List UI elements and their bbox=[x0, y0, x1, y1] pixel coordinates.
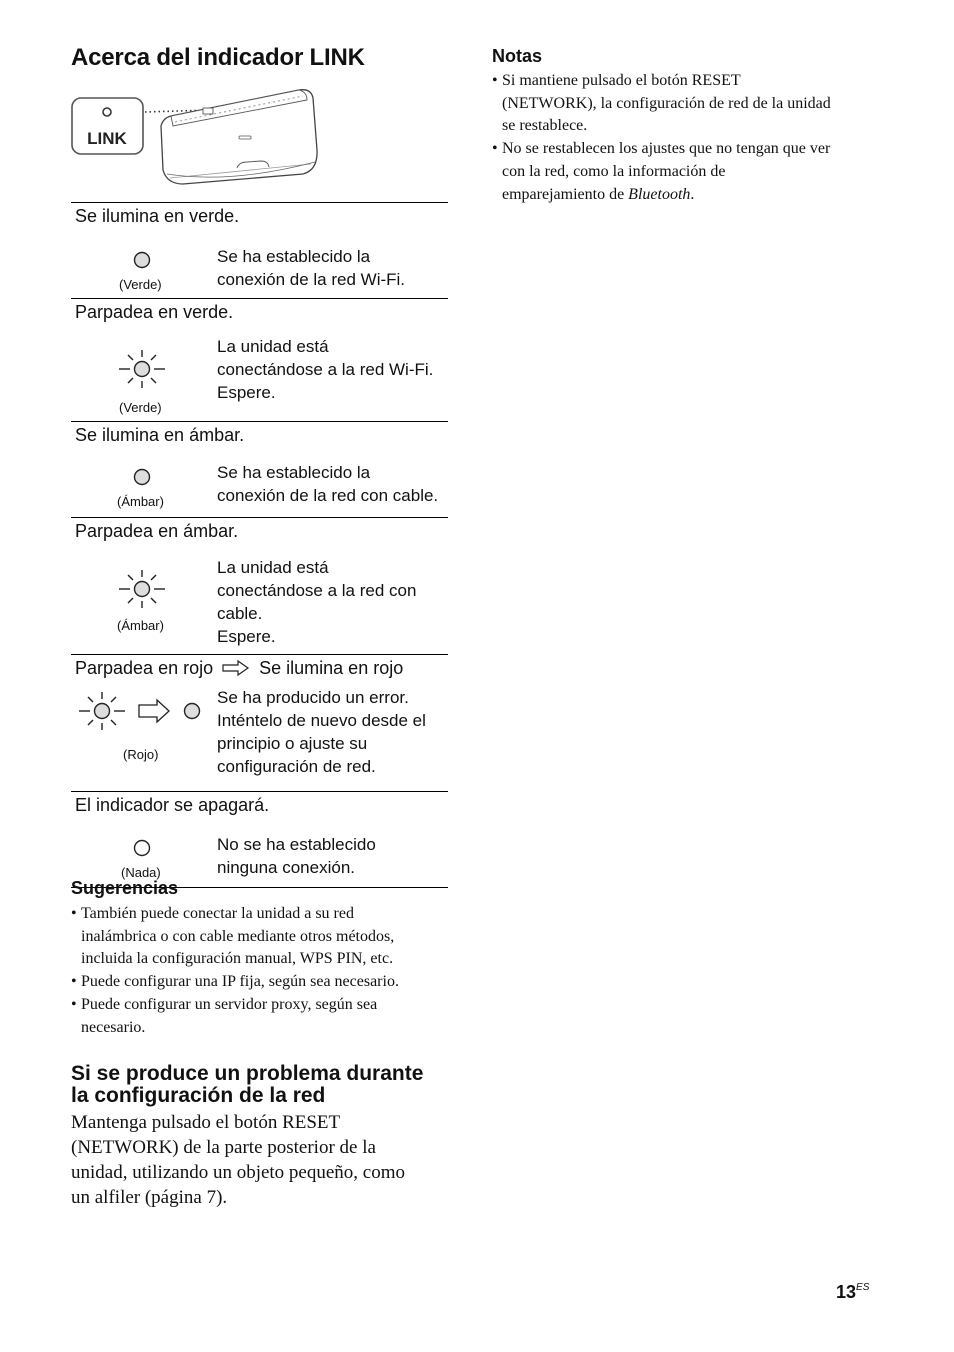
row-heading-part: Parpadea en rojo bbox=[75, 658, 214, 678]
body-line: (NETWORK) de la parte posterior de la bbox=[71, 1137, 376, 1158]
indicator-row-green-blinking bbox=[71, 298, 448, 421]
indicator-row-red bbox=[71, 654, 448, 791]
desc-line: No se ha establecido bbox=[217, 835, 376, 854]
tip-line: • Puede configurar una IP fija, según sea necesario. bbox=[81, 973, 399, 991]
desc-line: conexión de la red con cable. bbox=[217, 486, 439, 505]
indicator-row-green-steady bbox=[71, 202, 448, 298]
tip-item bbox=[71, 971, 461, 994]
desc-line: Espere. bbox=[217, 383, 276, 402]
desc-line: La unidad está bbox=[217, 558, 329, 577]
note-line bbox=[502, 184, 884, 207]
desc-line: principio o ajuste su bbox=[217, 734, 368, 753]
tip-item bbox=[71, 903, 461, 971]
page-number bbox=[836, 1282, 869, 1303]
note-line: se restablece. bbox=[502, 117, 588, 135]
notes-list bbox=[492, 70, 884, 206]
heading-line: Si se produce un problema durante bbox=[71, 1062, 424, 1085]
note-line: • No se restablecen los ajustes que no tengan que ver bbox=[502, 140, 831, 158]
note-text: . bbox=[690, 185, 695, 203]
desc-line: Se ha establecido la bbox=[217, 463, 371, 482]
desc-line: Se ha establecido la bbox=[217, 247, 371, 266]
led-color-caption: (Ámbar) bbox=[117, 618, 164, 633]
tip-line: • También puede conectar la unidad a su red bbox=[81, 905, 354, 922]
body-line: unidad, utilizando un objeto pequeño, como bbox=[71, 1162, 406, 1183]
led-color-caption: (Verde) bbox=[119, 400, 162, 415]
tip-line: inalámbrica o con cable mediante otros métodos, bbox=[81, 927, 395, 945]
desc-line: conectándose a la red Wi-Fi. bbox=[217, 360, 434, 379]
tips-heading: Sugerencias bbox=[71, 878, 179, 898]
tip-line: incluida la configuración manual, WPS PIN, etc. bbox=[81, 950, 394, 968]
desc-line: Se ha producido un error. bbox=[217, 688, 409, 707]
indicator-row-amber-blinking bbox=[71, 517, 448, 654]
desc-line: ninguna conexión. bbox=[217, 858, 356, 877]
note-item bbox=[492, 138, 884, 206]
row-heading bbox=[71, 655, 448, 683]
row-heading: El indicador se apagará. bbox=[75, 795, 270, 815]
page-number-value: 13 bbox=[836, 1282, 857, 1302]
desc-line: conexión de la red Wi-Fi. bbox=[217, 270, 406, 289]
desc-line: La unidad está bbox=[217, 337, 329, 356]
heading-line: la configuración de la red bbox=[71, 1084, 326, 1107]
arrow-right-icon bbox=[222, 660, 250, 676]
desc-line: Espere. bbox=[217, 627, 276, 646]
led-color-caption: (Nada) bbox=[121, 865, 161, 880]
page-language-suffix: ES bbox=[856, 1282, 870, 1293]
problem-section-heading bbox=[71, 1063, 451, 1107]
page-title: Acerca del indicador LINK bbox=[71, 44, 365, 71]
speaker-device-illustration bbox=[71, 88, 331, 188]
desc-line: configuración de red. bbox=[217, 757, 376, 776]
led-blink-then-on-icon bbox=[71, 683, 211, 791]
tip-line: • Puede configurar un servidor proxy, según sea bbox=[81, 995, 378, 1013]
link-label: LINK bbox=[87, 129, 127, 148]
body-line: un alfiler (página 7). bbox=[71, 1187, 228, 1208]
note-item bbox=[492, 70, 884, 138]
row-heading-part: Se ilumina en rojo bbox=[259, 658, 404, 678]
row-heading: Parpadea en verde. bbox=[75, 302, 234, 322]
led-color-caption: (Verde) bbox=[119, 277, 162, 292]
note-italic-term: Bluetooth bbox=[628, 185, 691, 203]
led-color-caption: (Rojo) bbox=[123, 747, 159, 762]
note-line: (NETWORK), la configuración de red de la unidad bbox=[502, 94, 831, 112]
indicator-row-amber-steady bbox=[71, 421, 448, 517]
link-indicator-table bbox=[71, 202, 448, 888]
body-line: Mantenga pulsado el botón RESET bbox=[71, 1112, 341, 1133]
tip-item bbox=[71, 994, 461, 1039]
desc-line: cable. bbox=[217, 604, 263, 623]
problem-section-body bbox=[71, 1110, 451, 1210]
indicator-row-off bbox=[71, 791, 448, 888]
note-line: • Si mantiene pulsado el botón RESET bbox=[502, 72, 741, 89]
row-heading: Se ilumina en verde. bbox=[75, 206, 240, 226]
desc-line: conectándose a la red con bbox=[217, 581, 417, 600]
note-text: emparejamiento de bbox=[502, 185, 629, 203]
row-heading: Se ilumina en ámbar. bbox=[75, 425, 245, 445]
desc-line: Inténtelo de nuevo desde el bbox=[217, 711, 426, 730]
note-line: con la red, como la información de bbox=[502, 162, 726, 180]
tips-list bbox=[71, 903, 461, 1039]
row-heading: Parpadea en ámbar. bbox=[75, 521, 239, 541]
notes-heading: Notas bbox=[492, 46, 543, 66]
led-blinking-icon bbox=[71, 546, 211, 654]
led-color-caption: (Ámbar) bbox=[117, 494, 164, 509]
tip-line: necesario. bbox=[81, 1018, 146, 1036]
